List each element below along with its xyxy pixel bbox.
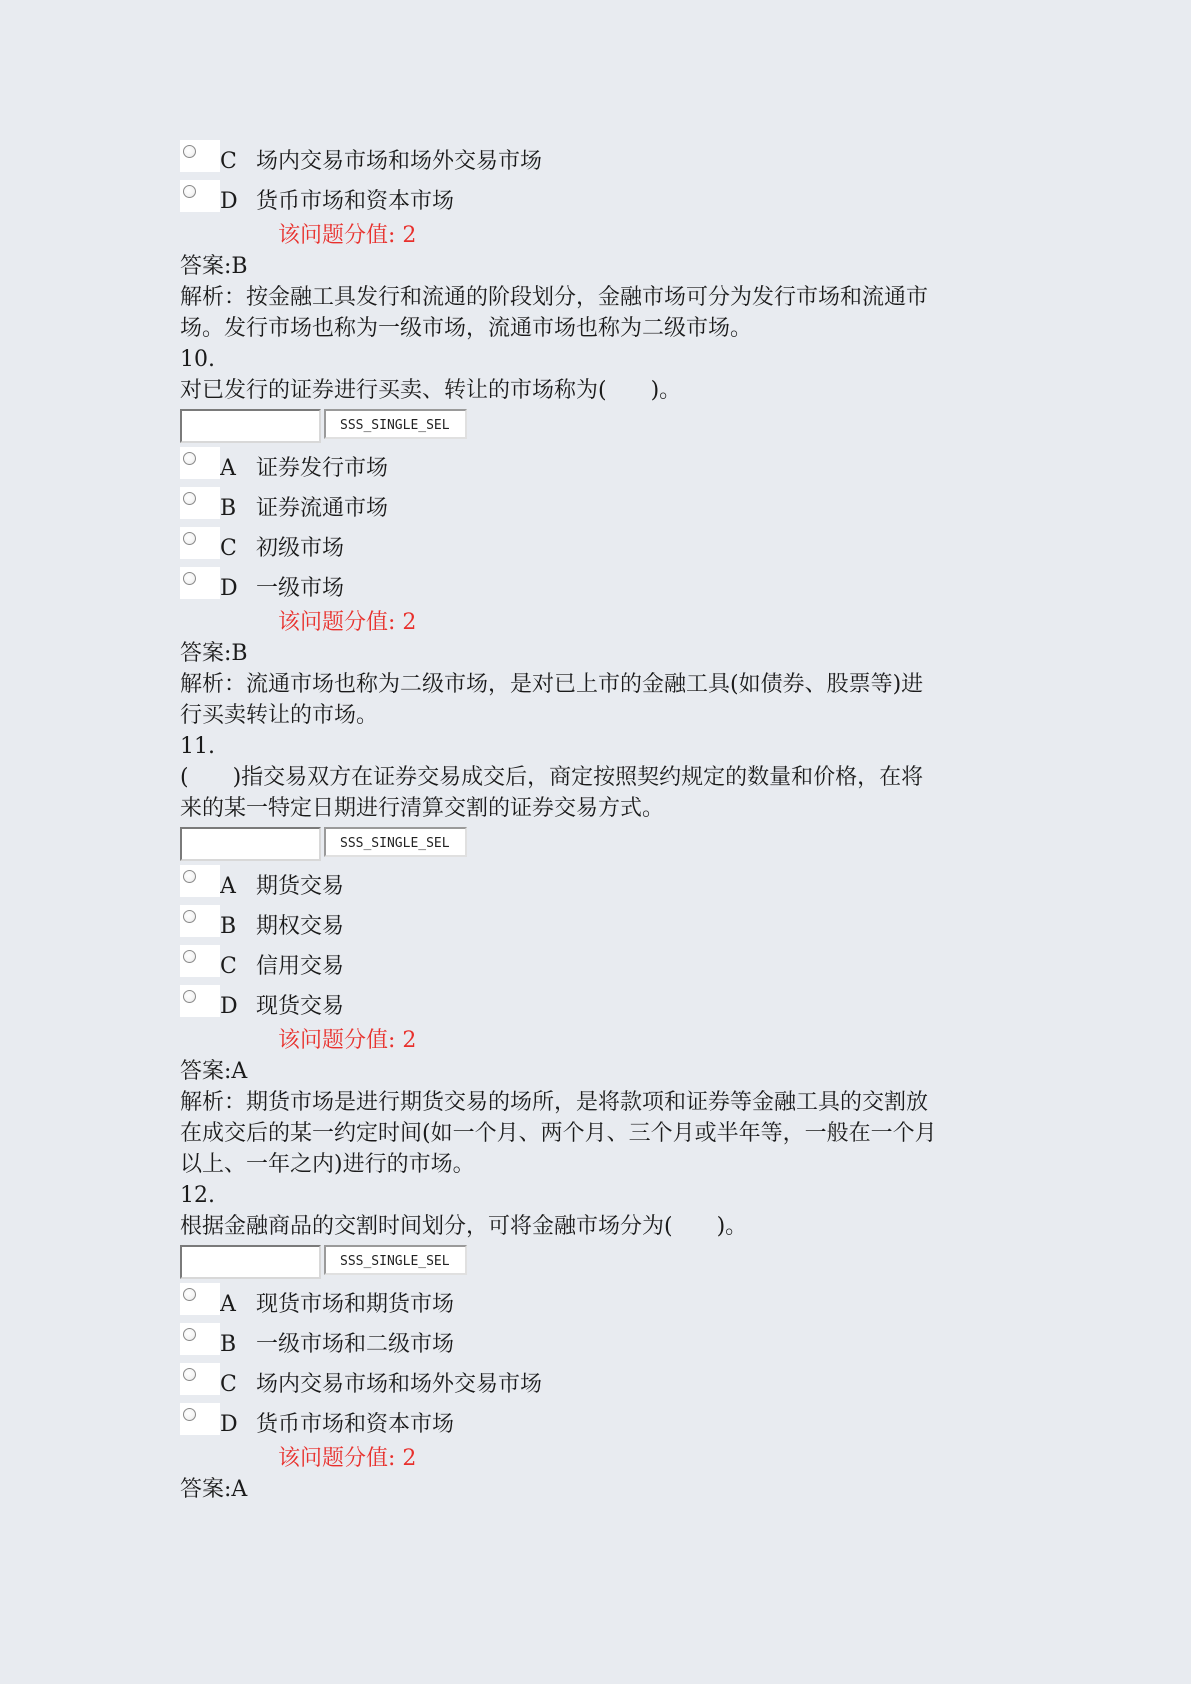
radio-box[interactable] (180, 1323, 220, 1355)
option-letter: B (220, 496, 237, 521)
single-select-field[interactable]: SSS_SINGLE_SEL (324, 409, 467, 439)
option-text: 初级市场 (256, 536, 345, 561)
radio-button[interactable] (183, 492, 196, 505)
question-number: 11. (180, 734, 215, 759)
option-letter: A (220, 1292, 236, 1317)
option-row[interactable] (180, 1323, 1010, 1363)
radio-box[interactable] (180, 905, 220, 937)
radio-box[interactable] (180, 945, 220, 977)
option-text: 期货交易 (256, 874, 345, 899)
option-text: 期权交易 (256, 914, 345, 939)
radio-box[interactable] (180, 567, 220, 599)
option-letter: B (220, 1332, 237, 1357)
radio-box[interactable] (180, 1363, 220, 1395)
answer-input-row (180, 827, 1010, 863)
answer-input-row (180, 409, 1010, 445)
analysis-line: 在成交后的某一约定时间(如一个月、两个月、三个月或半年等，一般在一个月 (180, 1121, 937, 1146)
question-10 (180, 344, 1010, 731)
radio-box[interactable] (180, 487, 220, 519)
option-letter: A (220, 456, 236, 481)
option-text: 现货交易 (256, 994, 345, 1019)
option-text: 证券发行市场 (256, 456, 389, 481)
option-row[interactable] (180, 865, 1010, 905)
question-number: 10. (180, 347, 215, 372)
question-12 (180, 1180, 1010, 1505)
option-text: 一级市场和二级市场 (256, 1332, 455, 1357)
option-row[interactable] (180, 905, 1010, 945)
question-stem: ( )指交易双方在证券交易成交后，商定按照契约规定的数量和价格，在将 (180, 765, 924, 790)
question-number: 12. (180, 1183, 215, 1208)
option-text: 信用交易 (256, 954, 345, 979)
option-text: 证券流通市场 (256, 496, 389, 521)
option-row[interactable] (180, 1283, 1010, 1323)
option-letter: D (220, 189, 238, 214)
radio-box[interactable] (180, 1283, 220, 1315)
option-text: 场内交易市场和场外交易市场 (256, 149, 543, 174)
answer-label: 答案:B (180, 641, 248, 666)
question-9-tail (180, 140, 1010, 344)
analysis-line: 解析：按金融工具发行和流通的阶段划分，金融市场可分为发行市场和流通市 (180, 285, 929, 310)
option-letter: C (220, 954, 237, 979)
option-row[interactable] (180, 945, 1010, 985)
radio-button[interactable] (183, 1288, 196, 1301)
option-row[interactable] (180, 447, 1010, 487)
radio-button[interactable] (183, 572, 196, 585)
option-text: 现货市场和期货市场 (256, 1292, 455, 1317)
radio-button[interactable] (183, 145, 196, 158)
analysis-line: 行买卖转让的市场。 (180, 703, 379, 728)
option-row[interactable] (180, 1403, 1010, 1443)
radio-box[interactable] (180, 1403, 220, 1435)
question-11 (180, 731, 1010, 1180)
option-row[interactable] (180, 487, 1010, 527)
answer-text-input[interactable] (180, 1245, 321, 1279)
option-text: 场内交易市场和场外交易市场 (256, 1372, 543, 1397)
option-text: 一级市场 (256, 576, 345, 601)
answer-text-input[interactable] (180, 409, 321, 443)
option-row[interactable] (180, 180, 1010, 220)
option-text: 货币市场和资本市场 (256, 1412, 455, 1437)
analysis-line: 场。发行市场也称为一级市场，流通市场也称为二级市场。 (180, 316, 753, 341)
radio-box[interactable] (180, 985, 220, 1017)
radio-box[interactable] (180, 447, 220, 479)
option-row[interactable] (180, 567, 1010, 607)
option-letter: C (220, 536, 237, 561)
analysis-line: 解析：期货市场是进行期货交易的场所，是将款项和证券等金融工具的交割放 (180, 1090, 929, 1115)
answer-text-input[interactable] (180, 827, 321, 861)
answer-label: 答案:B (180, 254, 248, 279)
analysis-line: 解析：流通市场也称为二级市场，是对已上市的金融工具(如债券、股票等)进 (180, 672, 924, 697)
option-row[interactable] (180, 985, 1010, 1025)
question-stem: 对已发行的证券进行买卖、转让的市场称为( )。 (180, 378, 682, 403)
score-label: 该问题分值: 2 (278, 610, 417, 635)
radio-button[interactable] (183, 452, 196, 465)
radio-box[interactable] (180, 140, 220, 172)
radio-button[interactable] (183, 950, 196, 963)
radio-box[interactable] (180, 865, 220, 897)
radio-box[interactable] (180, 180, 220, 212)
option-row[interactable] (180, 140, 1010, 180)
option-row[interactable] (180, 527, 1010, 567)
radio-button[interactable] (183, 185, 196, 198)
radio-button[interactable] (183, 1408, 196, 1421)
option-text: 货币市场和资本市场 (256, 189, 455, 214)
radio-button[interactable] (183, 1328, 196, 1341)
radio-button[interactable] (183, 870, 196, 883)
option-letter: D (220, 994, 238, 1019)
radio-box[interactable] (180, 527, 220, 559)
score-label: 该问题分值: 2 (278, 1446, 417, 1471)
exam-page (180, 140, 1010, 1505)
option-letter: D (220, 1412, 238, 1437)
single-select-field[interactable]: SSS_SINGLE_SEL (324, 827, 467, 857)
answer-input-row (180, 1245, 1010, 1281)
score-label: 该问题分值: 2 (278, 223, 417, 248)
option-letter: A (220, 874, 236, 899)
option-letter: D (220, 576, 238, 601)
analysis-line: 以上、一年之内)进行的市场。 (180, 1152, 475, 1177)
option-row[interactable] (180, 1363, 1010, 1403)
answer-label: 答案:A (180, 1477, 248, 1502)
single-select-field[interactable]: SSS_SINGLE_SEL (324, 1245, 467, 1275)
radio-button[interactable] (183, 910, 196, 923)
score-label: 该问题分值: 2 (278, 1028, 417, 1053)
option-letter: C (220, 1372, 237, 1397)
radio-button[interactable] (183, 990, 196, 1003)
answer-label: 答案:A (180, 1059, 248, 1084)
option-letter: C (220, 149, 237, 174)
radio-button[interactable] (183, 532, 196, 545)
radio-button[interactable] (183, 1368, 196, 1381)
option-letter: B (220, 914, 237, 939)
question-stem: 根据金融商品的交割时间划分，可将金融市场分为( )。 (180, 1214, 748, 1239)
question-stem: 来的某一特定日期进行清算交割的证券交易方式。 (180, 796, 665, 821)
